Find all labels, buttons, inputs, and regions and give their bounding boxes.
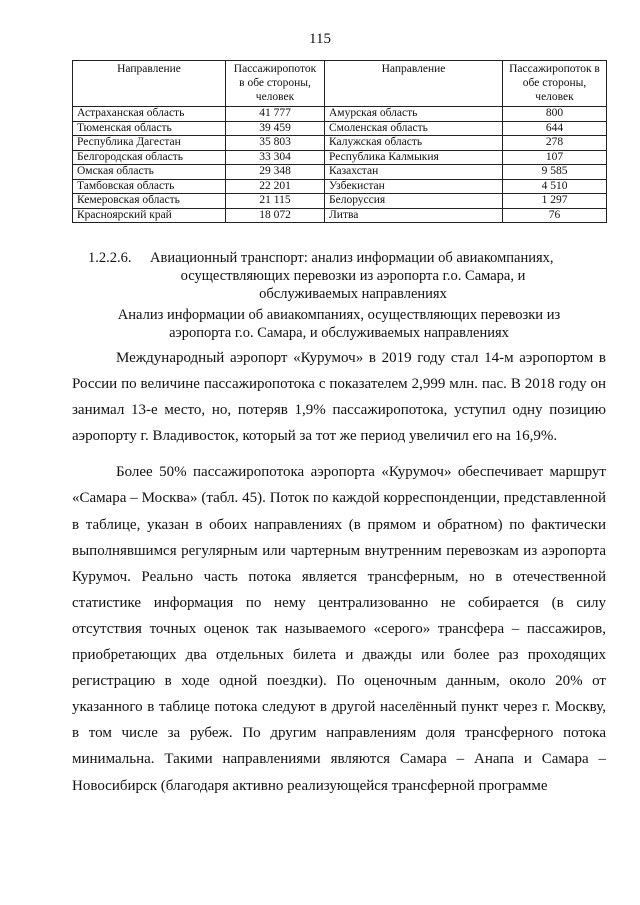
paragraph: Более 50% пассажиропотока аэропорта «Курумоч» обеспечивает маршрут «Самара – Москва» (табл. 45). Поток по каждой корреспонденции, представленной в таблице, указан в обоих направлениях (в прямом и обратном) по фактически выполнявшимся регулярным или чартерным внутренним перевозкам из аэропорта Курумоч. Реально часть потока является трансферным, но в отечественной статистике информация по нему централизованно не собирается (в силу отсутствия точных оценок так называемого «серого» трансфера – пассажиров, приобретающих два отдельных билета и дважды или более раз проходящих регистрацию в ходе одной поездки). По оценочным данным, около 20% от указанного в таблице потока следуют в другой населённый пункт через г. Москву, в том числе за рубеж. По другим направлениям доля трансферного потока минимальна. Такими направлениями являются Самара – Анапа и Самара – Новосибирск (благодаря активно реализующейся трансферной программе (72, 464, 606, 794)
passengers-cell: 41 777 (226, 107, 325, 122)
header-passengers-left: Пассажиропоток в обе стороны, человек (226, 61, 325, 107)
section-heading (88, 249, 588, 303)
header-direction-left: Направление (73, 61, 226, 107)
table-row (73, 194, 607, 209)
direction-cell: Узбекистан (325, 179, 503, 194)
passengers-cell: 4 510 (503, 179, 607, 194)
section-title-line3: обслуживаемых направлениях (259, 286, 447, 302)
direction-cell: Казахстан (325, 165, 503, 180)
passengers-cell: 644 (503, 121, 607, 136)
passengers-cell: 800 (503, 107, 607, 122)
section-subtitle (72, 306, 606, 342)
header-direction-right: Направление (325, 61, 503, 107)
section-subtitle-line2: аэропорта г.о. Самара, и обслуживаемых направлениях (169, 325, 509, 341)
direction-cell: Кемеровская область (73, 194, 226, 209)
paragraph: Международный аэропорт «Курумоч» в 2019 году стал 14-м аэропортом в России по величине пассажиропотока с показателем 2,999 млн. пас. В 2018 году он занимал 13-е место, но, потеряв 1,9% пассажиропотока, уступил одну позицию аэропорту г. Владивосток, который за тот же период увеличил его на 16,9%. (72, 350, 606, 445)
passengers-cell: 1 297 (503, 194, 607, 209)
direction-cell: Красноярский край (73, 208, 226, 223)
passengers-cell: 9 585 (503, 165, 607, 180)
table-header-row (73, 61, 607, 107)
passengers-cell: 76 (503, 208, 607, 223)
header-passengers-right: Пассажиропоток в обе стороны, человек (503, 61, 607, 107)
direction-cell: Астраханская область (73, 107, 226, 122)
direction-cell: Литва (325, 208, 503, 223)
passengers-cell: 21 115 (226, 194, 325, 209)
passengers-cell: 39 459 (226, 121, 325, 136)
table-row (73, 179, 607, 194)
table-row (73, 121, 607, 136)
direction-cell: Белгородская область (73, 150, 226, 165)
direction-cell: Белоруссия (325, 194, 503, 209)
section-title-line1: Авиационный транспорт: анализ информации об авиакомпаниях, (150, 250, 554, 266)
direction-cell: Калужская область (325, 136, 503, 151)
passengers-cell: 35 803 (226, 136, 325, 151)
passengers-cell: 278 (503, 136, 607, 151)
passengers-cell: 33 304 (226, 150, 325, 165)
direction-cell: Смоленская область (325, 121, 503, 136)
direction-cell: Республика Дагестан (73, 136, 226, 151)
direction-cell: Амурская область (325, 107, 503, 122)
section-title-line2: осуществляющих перевозки из аэропорта г.о. Самара, и (180, 268, 526, 284)
table-row (73, 165, 607, 180)
passenger-flow-table (72, 60, 607, 223)
section-number: 1.2.2.6. (88, 250, 132, 266)
section-heading-line1 (88, 249, 588, 267)
page-number: 115 (309, 31, 331, 47)
table-row (73, 208, 607, 223)
direction-cell: Тюменская область (73, 121, 226, 136)
direction-cell: Омская область (73, 165, 226, 180)
passengers-cell: 29 348 (226, 165, 325, 180)
table-row (73, 136, 607, 151)
direction-cell: Республика Калмыкия (325, 150, 503, 165)
passengers-cell: 107 (503, 150, 607, 165)
table-row (73, 107, 607, 122)
section-subtitle-line1: Анализ информации об авиакомпаниях, осуществляющих перевозки из (117, 307, 561, 323)
passengers-cell: 22 201 (226, 179, 325, 194)
direction-cell: Тамбовская область (73, 179, 226, 194)
body-text (72, 345, 606, 809)
passengers-cell: 18 072 (226, 208, 325, 223)
table-row (73, 150, 607, 165)
